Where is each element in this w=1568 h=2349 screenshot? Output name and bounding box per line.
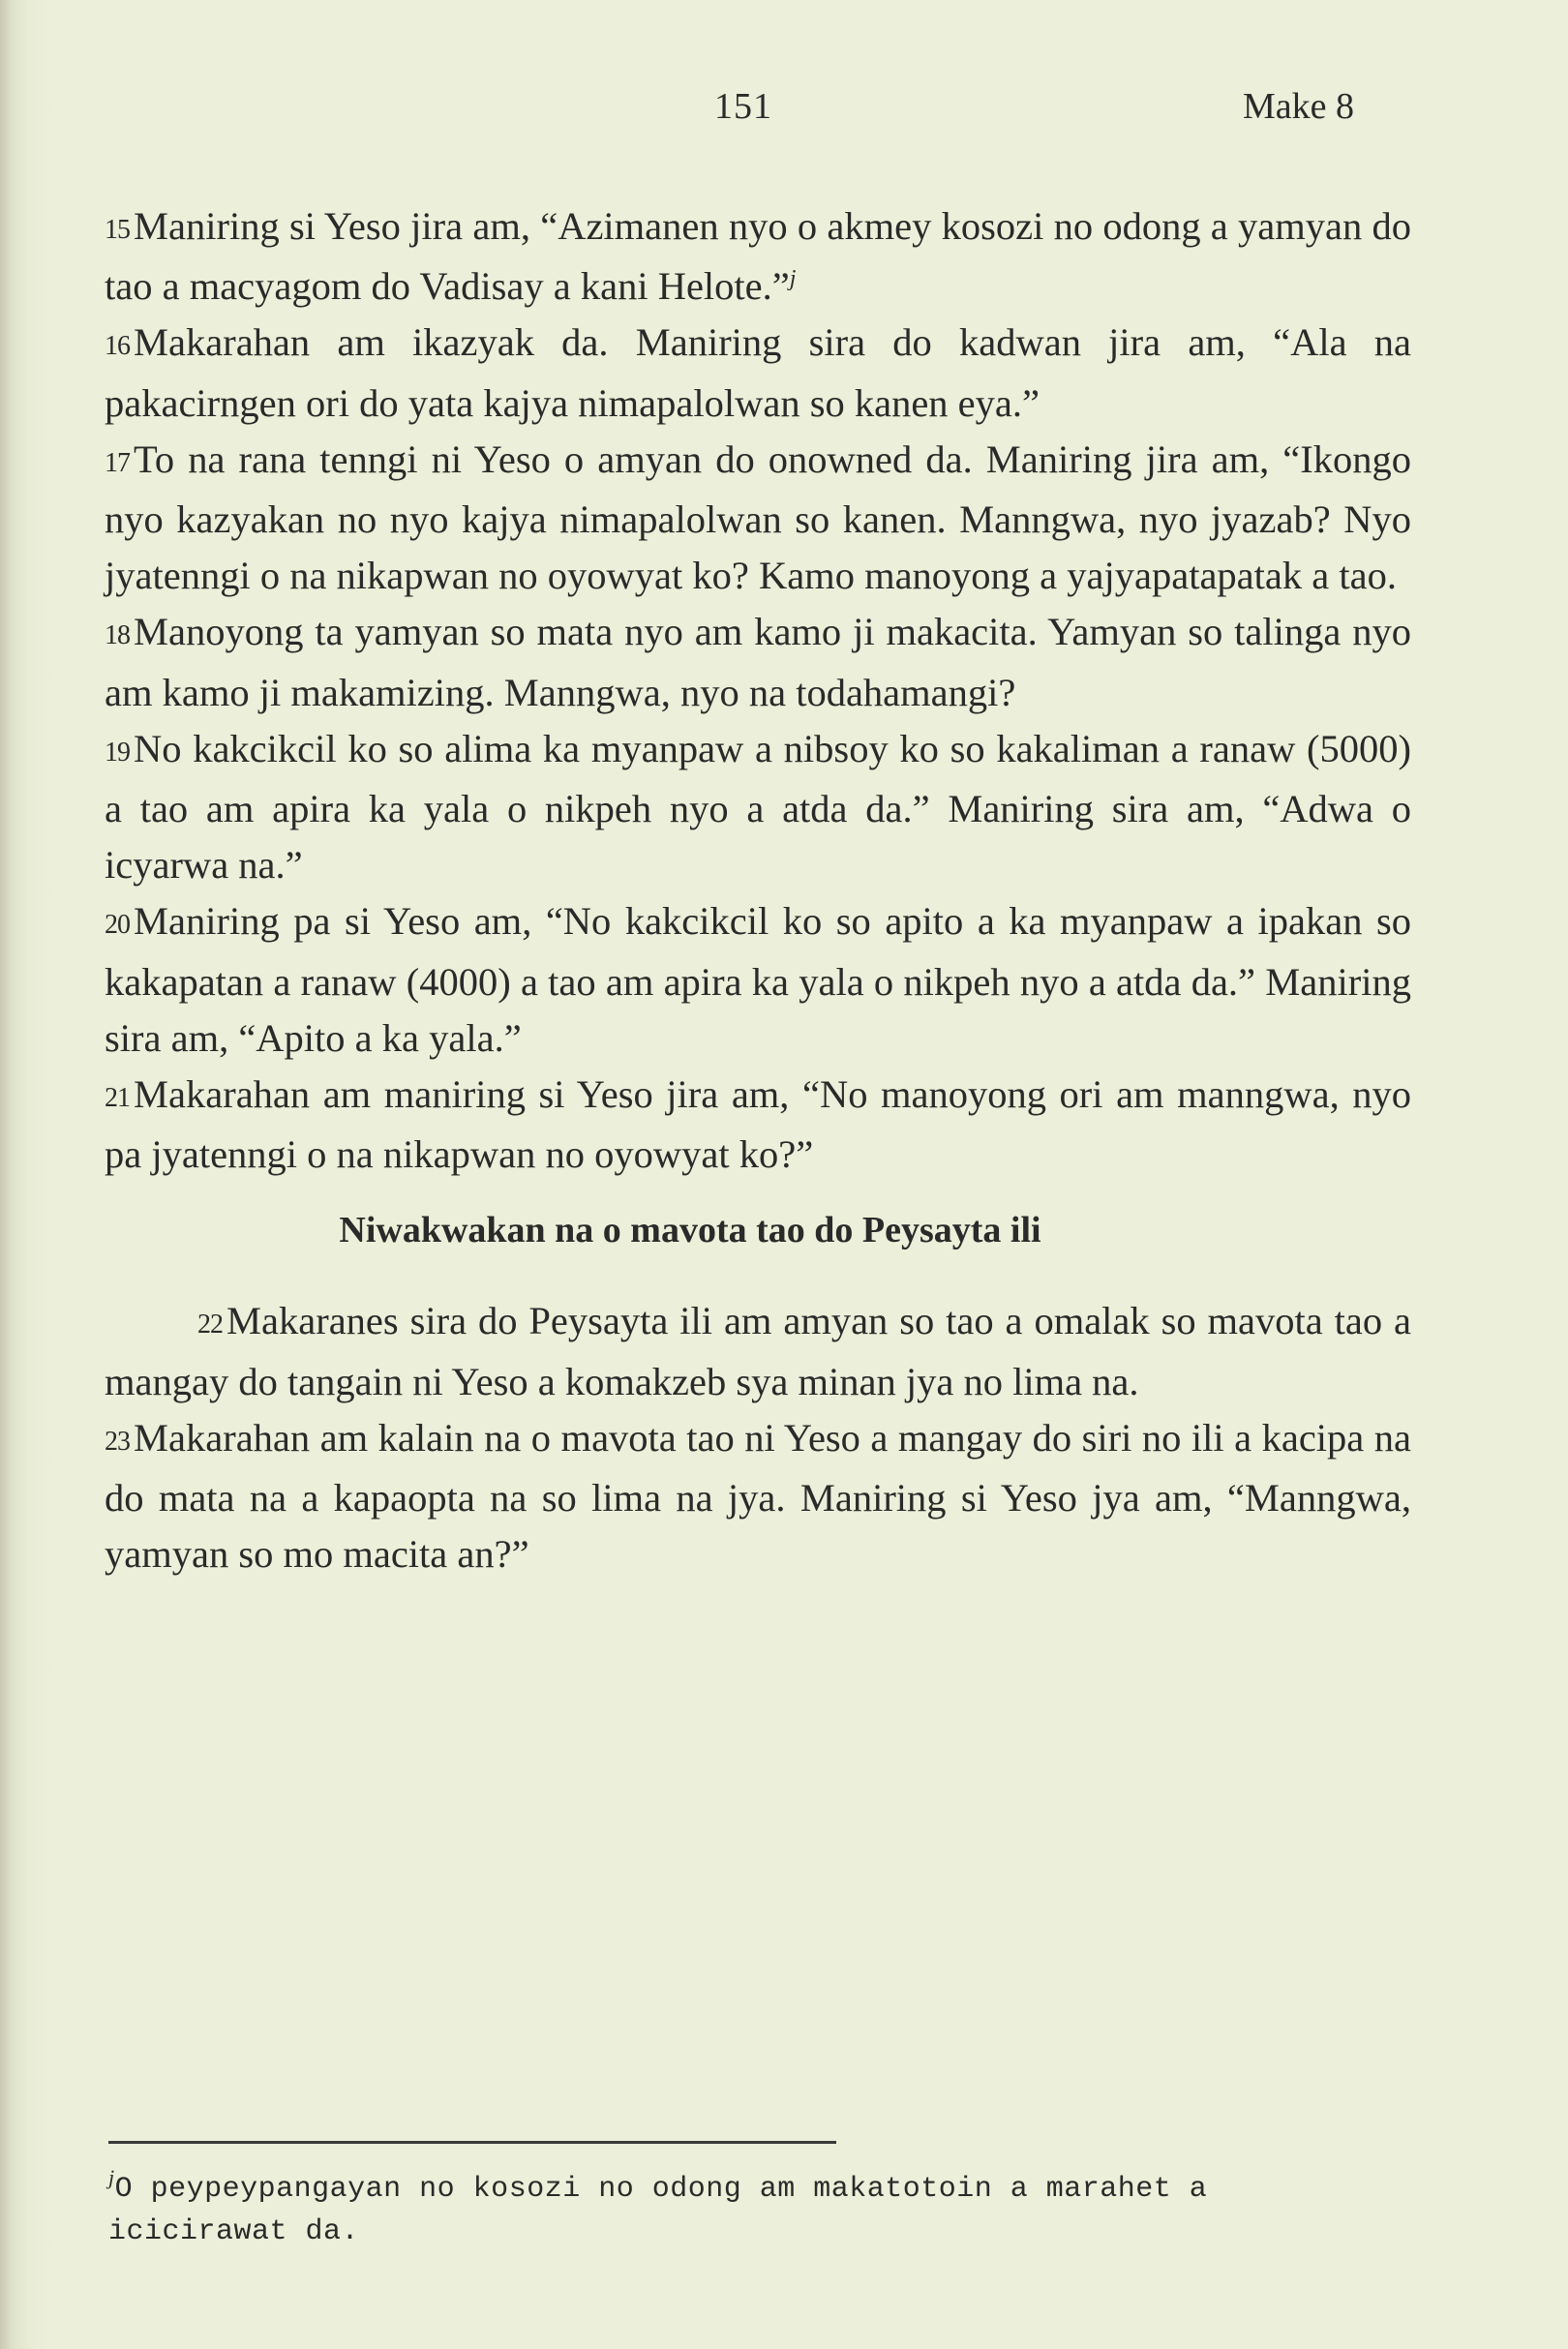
verse-15 (105, 198, 1411, 315)
verse-number: 16 (105, 331, 130, 362)
footnote-mark: j (108, 2165, 115, 2189)
verse-number: 22 (197, 1310, 223, 1340)
footnote-reference[interactable]: j (789, 266, 797, 292)
verse-number: 23 (105, 1426, 130, 1457)
verse-22 (105, 1293, 1411, 1409)
section-heading: Niwakwakan na o mavota tao do Peysayta ili (339, 1210, 1041, 1251)
verse-text: Makaranes sira do Peysayta ili am amyan so tao a omalak so mavota tao a mangay do tangain ni Yeso a komakzeb sya minan jya no lima na. (105, 1299, 1411, 1403)
verse-text: Maniring si Yeso jira am, “Azimanen nyo o akmey kosozi no odong a yamyan do tao a macyagom do Vadisay a kani Helote.” (105, 204, 1411, 309)
verse-text: Maniring pa si Yeso am, “No kakcikcil ko so apito a ka myanpaw a ipakan so kakapatan a ranaw (4000) a tao am apira ka yala o nikpeh nyo a atda da.” Maniring sira am, “Apito a ka yala.” (105, 899, 1411, 1060)
footnote-divider (108, 2141, 836, 2144)
footnote-text: O peypeypangayan no kosozi no odong am makatotoin a marahet a icicirawat da. (108, 2173, 1208, 2248)
verse-21 (105, 1067, 1411, 1183)
verse-23 (105, 1410, 1411, 1583)
verse-number: 19 (105, 737, 130, 768)
verse-18 (105, 604, 1411, 720)
verse-16 (105, 315, 1411, 431)
footnote (108, 2165, 1367, 2253)
verse-text: Makarahan am maniring si Yeso jira am, “No manoyong ori am manngwa, nyo pa jyatenngi o na nikapwan no oyowyat ko?” (105, 1072, 1411, 1177)
verse-number: 17 (105, 447, 130, 478)
verse-number: 20 (105, 910, 130, 941)
verse-17 (105, 432, 1411, 605)
verse-text: Makarahan am ikazyak da. Maniring sira do kadwan jira am, “Ala na pakacirngen ori do yata kajya nimapalolwan so kanen eya.” (105, 320, 1411, 425)
verse-text: No kakcikcil ko so alima ka myanpaw a nibsoy ko so kakaliman a ranaw (5000) a tao am apira ka yala o nikpeh nyo a atda da.” Maniring sira am, “Adwa o icyarwa na.” (105, 726, 1411, 888)
verse-19 (105, 721, 1411, 894)
verse-20 (105, 893, 1411, 1067)
verse-number: 21 (105, 1083, 130, 1114)
verse-number: 15 (105, 215, 130, 245)
verse-text: Manoyong ta yamyan so mata nyo am kamo ji makacita. Yamyan so talinga nyo am kamo ji makamizing. Manngwa, nyo na todahamangi? (105, 610, 1411, 714)
verse-text: Makarahan am kalain na o mavota tao ni Yeso a mangay do siri no ili a kacipa na do mata na a kapaopta na so lima na jya. Maniring si Yeso jya am, “Manngwa, yamyan so mo macita an?” (105, 1415, 1411, 1577)
verse-text: To na rana tenngi ni Yeso o amyan do onowned da. Maniring jira am, “Ikongo nyo kazyakan no nyo kajya nimapalolwan so kanen. Manngwa, nyo jyazab? Nyo jyatenngi o na nikapwan no oyowyat ko? Kamo manoyong a yajyapatapatak a tao. (105, 437, 1411, 598)
page-header (0, 85, 1568, 143)
running-head: Make 8 (1243, 86, 1355, 127)
verse-number: 18 (105, 620, 130, 651)
page-number: 151 (714, 86, 772, 127)
body-text (105, 198, 1411, 1582)
